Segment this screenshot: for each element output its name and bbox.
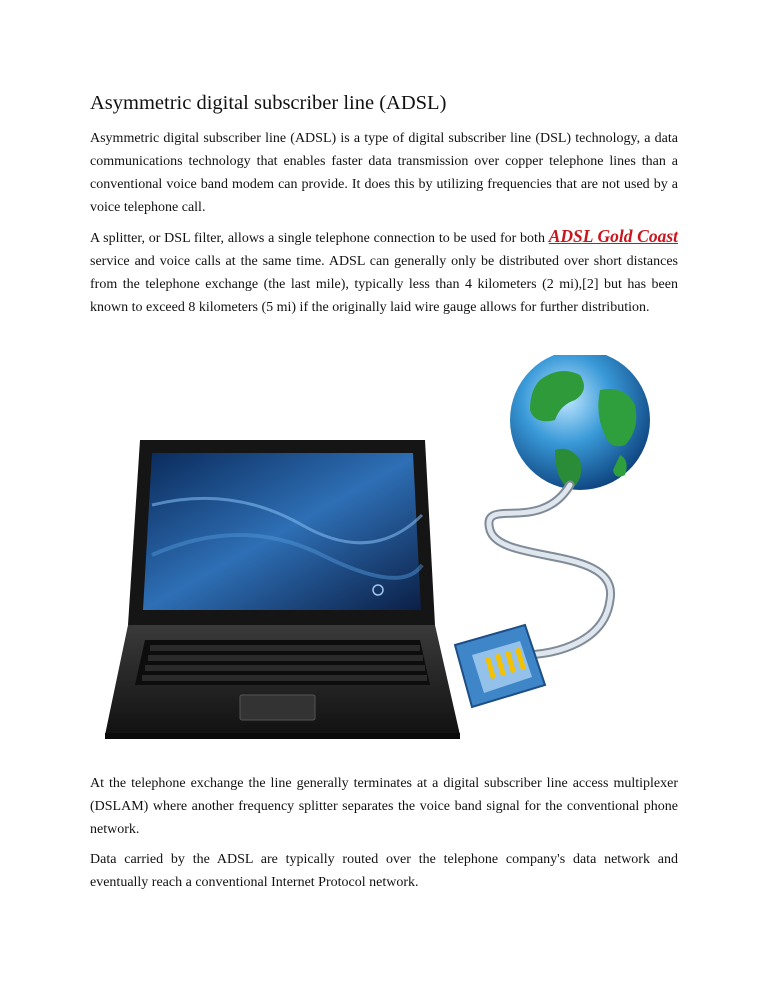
paragraph-dslam: At the telephone exchange the line generally terminates at a digital subscriber line access multiplexer (DSLAM) where another frequency splitter separates the voice band signal for the conventional phone network. xyxy=(90,776,678,837)
adsl-gold-coast-link[interactable]: ADSL Gold Coast xyxy=(548,226,678,246)
paragraph-splitter xyxy=(90,225,678,319)
globe-icon xyxy=(510,355,650,490)
paragraph-splitter-text-after: service and voice calls at the same time. ADSL can generally only be distributed over short distances from the telephone exchange (the last mile), typically less than 4 kilometers (2 mi),[2] but has been known to exceed 8 kilometers (5 mi) if the originally laid wire gauge allows for further distribution. xyxy=(90,254,678,315)
laptop-icon xyxy=(105,440,460,739)
paragraph-intro: Asymmetric digital subscriber line (ADSL) is a type of digital subscriber line (DSL) technology, a data communications technology that enables faster data transmission over copper telephone lines than a conventional voice band modem can provide. It does this by utilizing frequencies that are not used by a voice telephone call. xyxy=(90,131,678,215)
paragraph-data-network: Data carried by the ADSL are typically routed over the telephone company's data network and eventually reach a conventional Internet Protocol network. xyxy=(90,852,678,890)
document-title: Asymmetric digital subscriber line (ADSL) xyxy=(90,92,447,114)
rj45-connector-icon xyxy=(455,625,545,707)
paragraph-splitter-text-before: A splitter, or DSL filter, allows a single telephone connection to be used for both xyxy=(90,231,549,246)
laptop-globe-illustration xyxy=(100,355,680,755)
